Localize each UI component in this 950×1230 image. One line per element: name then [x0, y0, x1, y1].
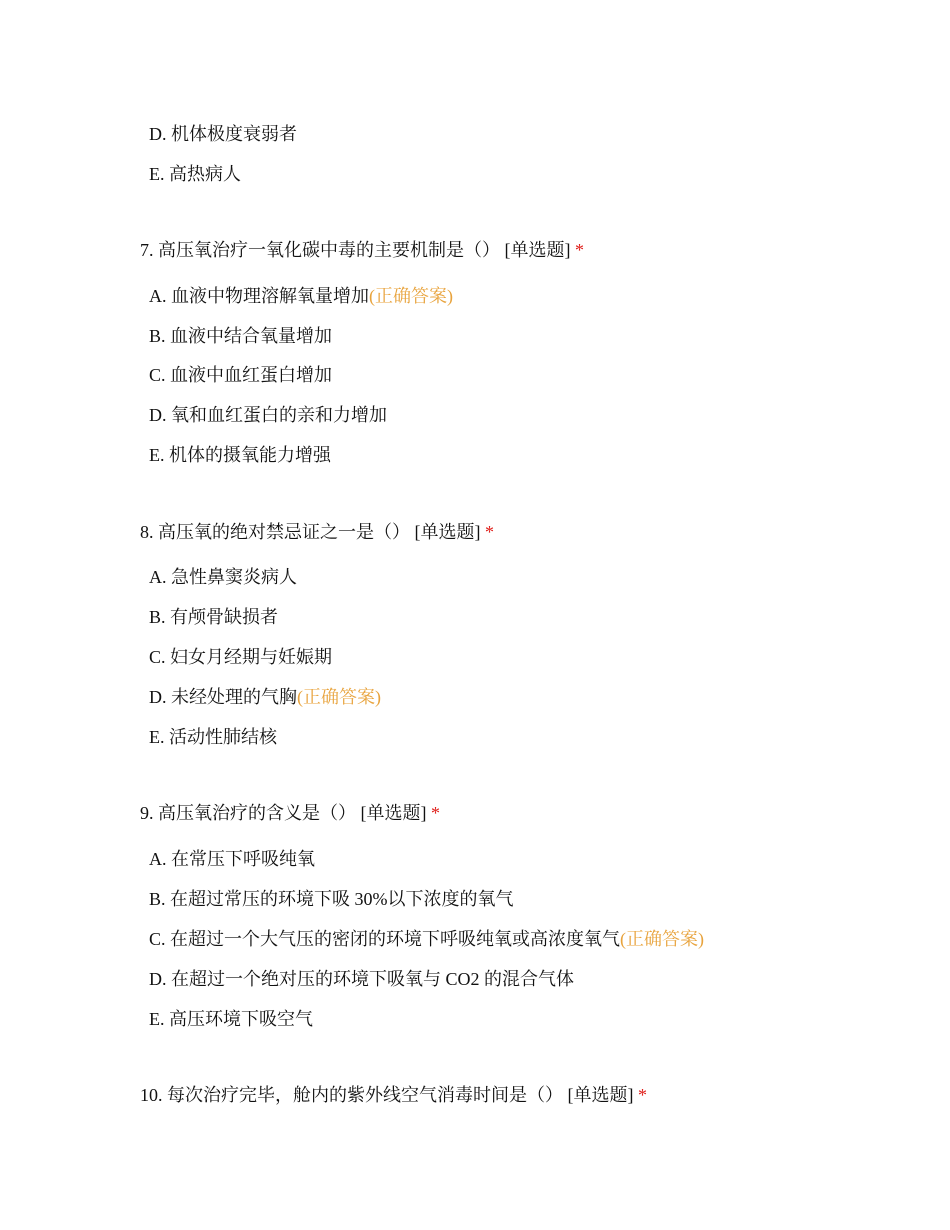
- correct-answer-tag: (正确答案): [369, 286, 453, 306]
- question-7: 7. 高压氧治疗一氧化碳中毒的主要机制是（） [单选题] *: [140, 240, 584, 260]
- question-8: 8. 高压氧的绝对禁忌证之一是（） [单选题] *: [140, 522, 494, 542]
- option-6-d: D. 机体极度衰弱者: [149, 124, 297, 144]
- option-7-d: D. 氧和血红蛋白的亲和力增加: [149, 405, 387, 425]
- option-8-b: B. 有颅骨缺损者: [149, 607, 279, 627]
- option-7-b: B. 血液中结合氧量增加: [149, 326, 333, 346]
- correct-answer-tag: (正确答案): [620, 929, 705, 949]
- required-mark: *: [431, 803, 440, 823]
- option-8-e: E. 活动性肺结核: [149, 727, 277, 747]
- option-9-d: D. 在超过一个绝对压的环境下吸氧与 CO2 的混合气体: [149, 969, 575, 989]
- required-mark: *: [575, 240, 584, 260]
- option-8-c: C. 妇女月经期与妊娠期: [149, 647, 333, 667]
- option-9-c: C. 在超过一个大气压的密闭的环境下呼吸纯氧或高浓度氧气(正确答案): [149, 929, 705, 949]
- question-10: 10. 每次治疗完毕，舱内的紫外线空气消毒时间是（） [单选题] *: [140, 1085, 647, 1105]
- option-9-a: A. 在常压下呼吸纯氧: [149, 849, 315, 869]
- required-mark: *: [485, 522, 494, 542]
- correct-answer-tag: (正确答案): [297, 687, 381, 707]
- option-7-c: C. 血液中血红蛋白增加: [149, 365, 333, 385]
- option-9-b: B. 在超过常压的环境下吸 30%以下浓度的氧气: [149, 889, 514, 909]
- option-8-a: A. 急性鼻窦炎病人: [149, 567, 297, 587]
- option-6-e: E. 高热病人: [149, 164, 241, 184]
- question-9: 9. 高压氧治疗的含义是（） [单选题] *: [140, 803, 440, 823]
- required-mark: *: [638, 1085, 647, 1105]
- option-8-d: D. 未经处理的气胸(正确答案): [149, 687, 381, 707]
- option-7-a: A. 血液中物理溶解氧量增加(正确答案): [149, 286, 453, 306]
- option-9-e: E. 高压环境下吸空气: [149, 1009, 313, 1029]
- option-7-e: E. 机体的摄氧能力增强: [149, 445, 331, 465]
